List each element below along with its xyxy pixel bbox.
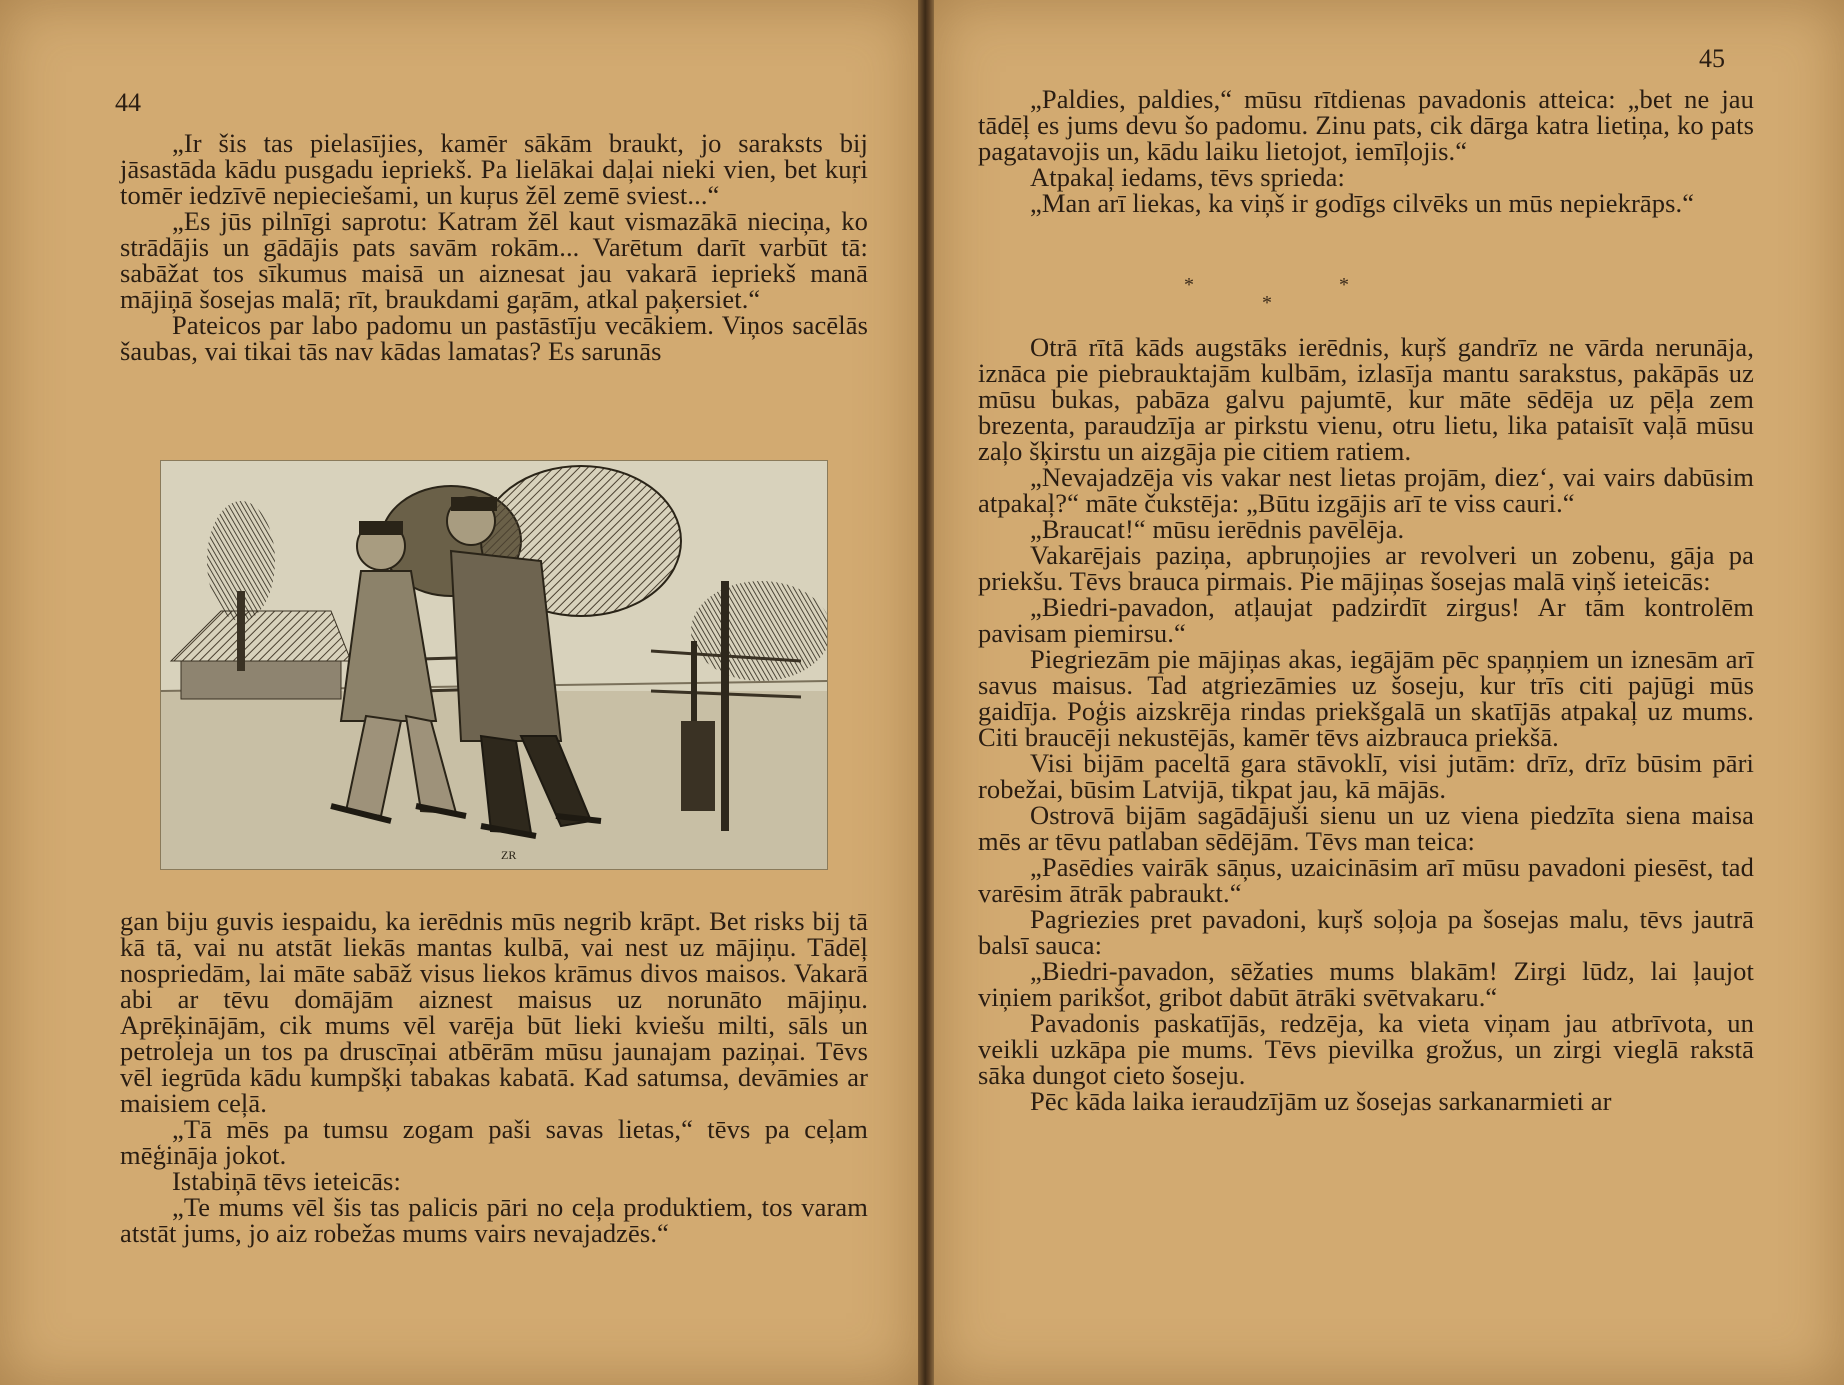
separator-star: * [1262, 292, 1272, 314]
paragraph: Pagriezies pret pavadoni, kuŗš soļoja pa šosejas malu, tēvs jautrā balsī sauca: [978, 904, 1754, 960]
separator-star: * [1184, 274, 1194, 296]
paragraph: „Biedri-pavadon, sēžaties mums blakām! Zirgi lūdz, lai ļaujot viņiem parikšot, gribot dabūt ātrāki svētvakaru.“ [978, 956, 1754, 1012]
paragraph: „Man arī liekas, ka viņš ir godīgs cilvēks un mūs nepiekrāps.“ [1030, 188, 1695, 218]
paragraph: Vakarējais paziņa, apbruņojies ar revolveri un zobenu, gāja pa priekšu. Tēvs brauca pirmais. Pie mājiņas šosejas malā viņš ieteicās: [978, 540, 1754, 596]
left-page [0, 0, 918, 1385]
section-separator [1184, 274, 1384, 324]
paragraph: „Paldies, paldies,“ mūsu rītdienas pavadonis atteica: „bet ne jau tādēļ es jums devu šo padomu. Zinu pats, cik dārga katra lietiņa, ko pats pagatavojis un, kādu laiku lietojot, iemīļojis.“ [978, 84, 1754, 166]
right-page [934, 0, 1844, 1385]
paragraph: „Ir šis tas pielasījies, kamēr sākām braukt, jo saraksts bij jāsastāda kādu pusgadu iepriekš. Pa lielākai daļai nieki vien, bet kuŗi tomēr iedzīvē nepieciešami, un kuŗus žēl zemē sviest...“ [120, 128, 868, 210]
paragraph: „Te mums vēl šis tas palicis pāri no ceļa produktiem, tos varam atstāt jums, jo aiz robežas mums vairs nevajadzēs.“ [120, 1192, 868, 1248]
paragraph: „Nevajadzēja vis vakar nest lietas projām, diez‘, vai vairs dabūsim atpakaļ?“ māte čukstēja: „Būtu izgājis arī te viss cauri.“ [978, 462, 1754, 518]
paragraph: Atpakaļ iedams, tēvs sprieda: [1030, 162, 1345, 192]
paragraph: Pateicos par labo padomu un pastāstīju vecākiem. Viņos sacēlās šaubas, vai tikai tās nav kādas lamatas? Es sarunās [120, 310, 868, 366]
illustration-signature: ZR [501, 848, 517, 862]
page-number: 44 [115, 88, 141, 117]
paragraph: „Braucat!“ mūsu ierēdnis pavēlēja. [1030, 514, 1405, 544]
text-block-top [120, 130, 868, 364]
paragraph: gan biju guvis iespaidu, ka ierēdnis mūs negrib krāpt. Bet risks bij tā kā tā, vai nu atstāt liekās mantas kulbā, vai nest uz mājiņu. Tādēļ nospriedām, lai māte sabāž visus liekos krāmus divos maisos. Vakarā abi ar tēvu domājām aiznest maisus uz norunāto mājiņu. Aprēķinājām, cik mums vēl varēja būt lieki kviešu milti, sāls un petroleja un tos pa druscīņai atbērām mūsu jaunajam paziņai. Tēvs vēl iegrūda kādu kumpšķi tabakas kabatā. Kad satumsa, devāmies ar maisiem ceļā. [120, 906, 868, 1118]
paragraph: Pavadonis paskatījās, redzēja, ka vieta viņam jau atbrīvota, un veikli uzkāpa pie mums. Tēvs pievilka grožus, un zirgi vieglā rakstā sāka dungot cieto šoseju. [978, 1008, 1754, 1090]
text-block-top [978, 86, 1754, 216]
text-block-bottom [120, 908, 868, 1246]
paragraph: Istabiņā tēvs ieteicās: [172, 1166, 401, 1196]
paragraph: Otrā rītā kāds augstāks ierēdnis, kuŗš gandrīz ne vārda nerunāja, iznāca pie piebrauktajām kulbām, izlasīja mantu sarakstus, pakāpās uz mūsu bukas, pabāza galvu pajumtē, kur māte sēdēja uz pēļa zem brezenta, paraudzīja ar pirkstu vienu, otru lietu, lika pataisīt vaļā mūsu zaļo šķirstu un aizgāja pie citiem ratiem. [978, 332, 1754, 466]
paragraph: Ostrovā bijām sagādājuši sienu un uz viena piedzīta siena maisa mēs ar tēvu patlaban sēdējām. Tēvs man teica: [978, 800, 1754, 856]
separator-star: * [1339, 274, 1349, 296]
paragraph: Piegriezām pie mājiņas akas, iegājām pēc spaņņiem un iznesām arī savus maisus. Tad atgriezāmies uz šoseju, kur trīs citi pajūgi mūs gaidīja. Poģis aizskrēja rindas priekšgalā un skatījās atpakaļ uz mums. Citi braucēji nekustējās, kamēr tēvs aizbrauca priekšā. [978, 644, 1754, 752]
illustration-drawing [161, 461, 827, 869]
page-number: 45 [1699, 44, 1725, 73]
paragraph: „Es jūs pilnīgi saprotu: Katram žēl kaut vismazākā nieciņa, ko strādājis un gādājis pats savām rokām... Varētum darīt varbūt tā: sabāžat tos sīkumus maisā un aiznesat jau vakarā iepriekš manā mājiņā šosejas malā; rīt, braukdami gaŗām, atkal paķersiet.“ [120, 206, 868, 314]
book-gutter [918, 0, 934, 1385]
paragraph: „Biedri-pavadon, atļaujat padzirdīt zirgus! Ar tām kontrolēm pavisam piemirsu.“ [978, 592, 1754, 648]
paragraph: „Tā mēs pa tumsu zogam paši savas lietas,“ tēvs pa ceļam mēģināja jokot. [120, 1114, 868, 1170]
paragraph: „Pasēdies vairāk sāņus, uzaicināsim arī mūsu pavadoni piesēst, tad varēsim ātrāk pabraukt.“ [978, 852, 1754, 908]
paragraph: Visi bijām paceltā gara stāvoklī, visi jutām: drīz, drīz būsim pāri robežai, būsim Latvijā, tikpat jau, kā mājās. [978, 748, 1754, 804]
text-block-bottom [978, 334, 1754, 1114]
paragraph: Pēc kāda laika ieraudzījām uz šosejas sarkanarmieti ar [1030, 1086, 1612, 1116]
illustration-two-men-carrying-sacks [160, 460, 828, 870]
